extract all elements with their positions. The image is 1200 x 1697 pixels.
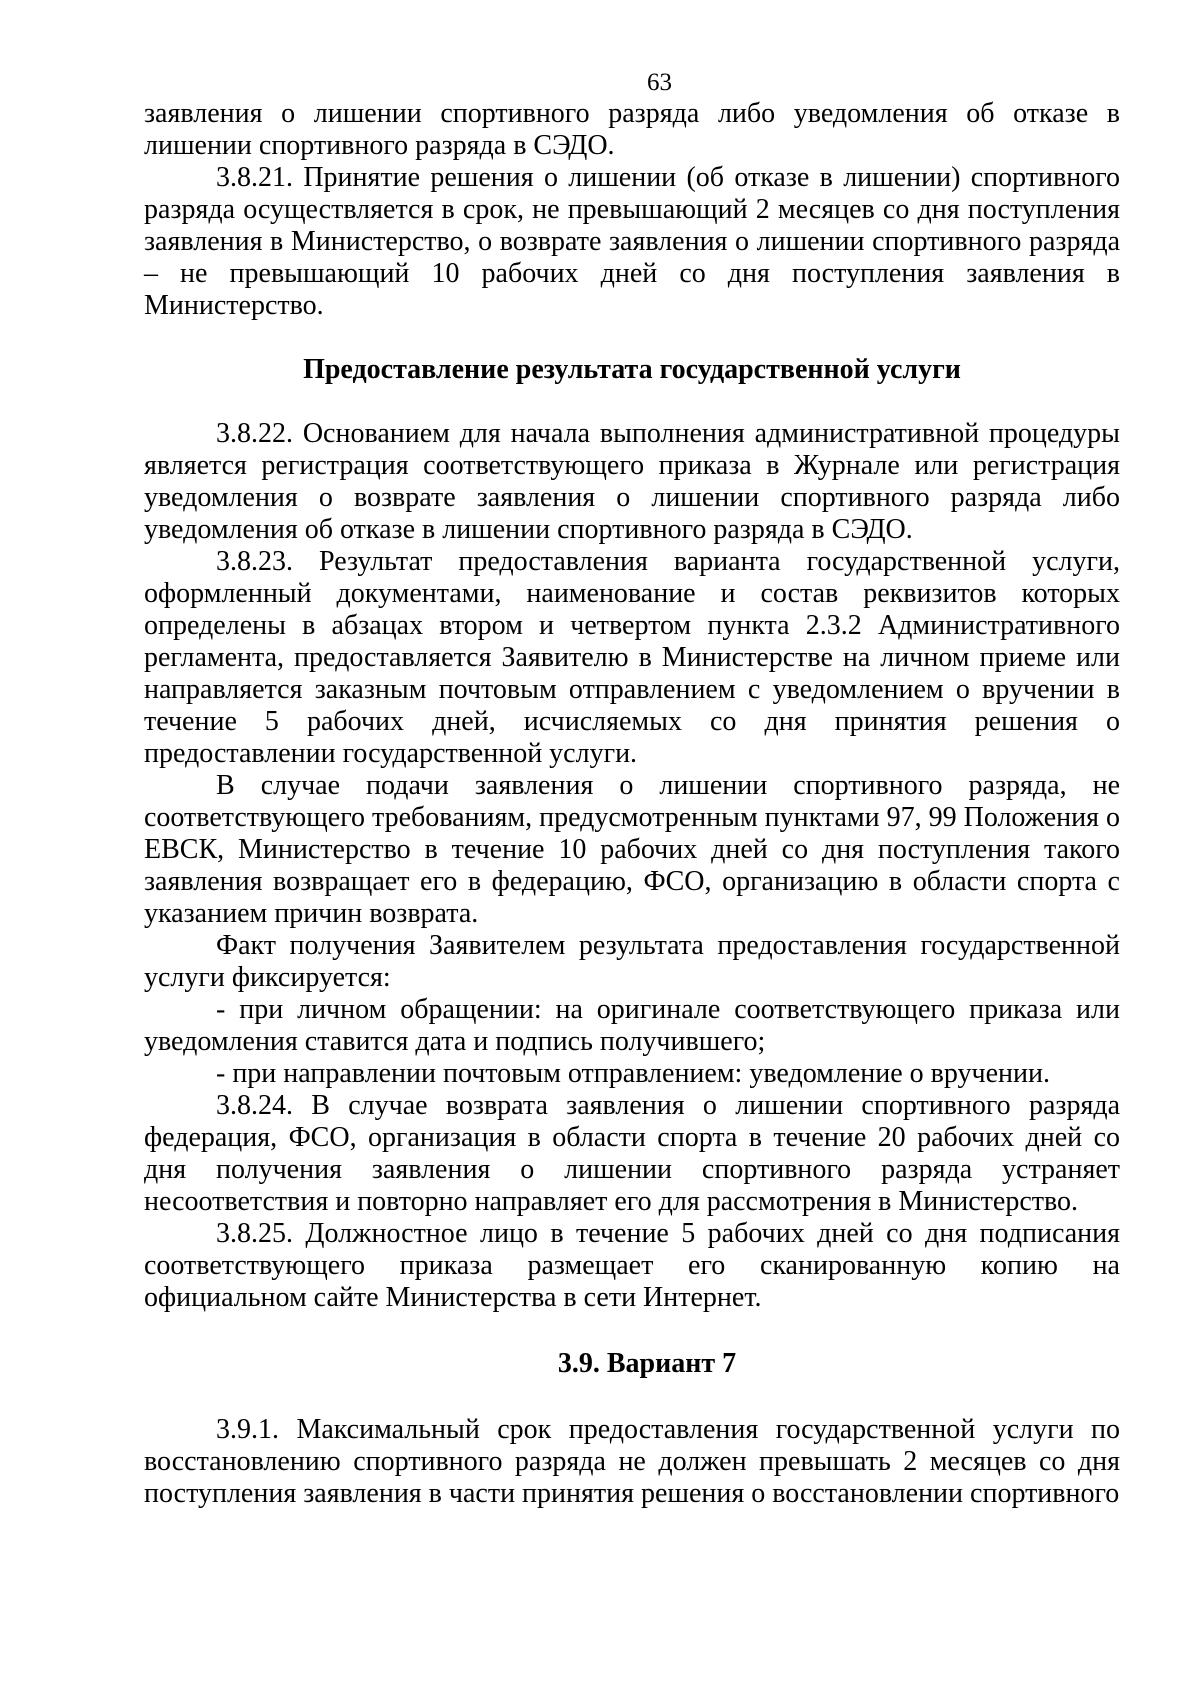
paragraph: В случае подачи заявления о лишении спортивного разряда, не соответствующего требованиям, предусмотренным пунктами 97, 99 Положения о ЕВСК, Министерство в течение 10 рабочих дней со дня поступления такого заявления возвращает его в федерацию, ФСО, организацию в области спорта с указанием причин возврата. — [144, 770, 1120, 929]
paragraph: заявления о лишении спортивного разряда либо уведомления об отказе в лишении спортивного разряда в СЭДО. — [144, 98, 1120, 161]
paragraph: 3.9.1. Максимальный срок предоставления государственной услуги по восстановлению спортивного разряда не должен превышать 2 месяцев со дня поступления заявления в части принятия решения о восстановлении спортивного — [144, 1414, 1120, 1509]
paragraph: 3.8.21. Принятие решения о лишении (об отказе в лишении) спортивного разряда осуществляется в срок, не превышающий 2 месяцев со дня поступления заявления в Министерство, о возврате заявления о лишении спортивного разряда – не превышающий 10 рабочих дней со дня поступления заявления в Министерство. — [144, 162, 1120, 321]
page-number: 63 — [647, 69, 672, 96]
paragraph: 3.8.25. Должностное лицо в течение 5 рабочих дней со дня подписания соответствующего приказа размещает его сканированную копию на официальном сайте Министерства в сети Интернет. — [144, 1218, 1120, 1313]
list-item: - при личном обращении: на оригинале соответствующего приказа или уведомления ставится дата и подпись получившего; — [144, 994, 1120, 1057]
paragraph: Факт получения Заявителем результата предоставления государственной услуги фиксируется: — [144, 930, 1120, 993]
section-heading: Предоставление результата государственной услуги — [303, 354, 961, 385]
document-page — [144, 68, 1120, 1510]
section-heading: 3.9. Вариант 7 — [557, 1348, 737, 1379]
list-item: - при направлении почтовым отправлением: уведомление о вручении. — [216, 1058, 1050, 1089]
paragraph: 3.8.23. Результат предоставления варианта государственной услуги, оформленный документами, наименование и состав реквизитов которых определены в абзацах втором и четвертом пункта 2.3.2 Административного регламента, предоставляется Заявителю в Министерстве на личном приеме или направляется заказным почтовым отправлением с уведомлением о вручении в течение 5 рабочих дней, исчисляемых со дня принятия решения о предоставлении государственной услуги. — [144, 546, 1120, 769]
paragraph: 3.8.22. Основанием для начала выполнения административной процедуры является регистрация соответствующего приказа в Журнале или регистрация уведомления о возврате заявления о лишении спортивного разряда либо уведомления об отказе в лишении спортивного разряда в СЭДО. — [144, 418, 1120, 545]
paragraph: 3.8.24. В случае возврата заявления о лишении спортивного разряда федерация, ФСО, организация в области спорта в течение 20 рабочих дней со дня получения заявления о лишении спортивного разряда устраняет несоответствия и повторно направляет его для рассмотрения в Министерство. — [144, 1090, 1120, 1217]
